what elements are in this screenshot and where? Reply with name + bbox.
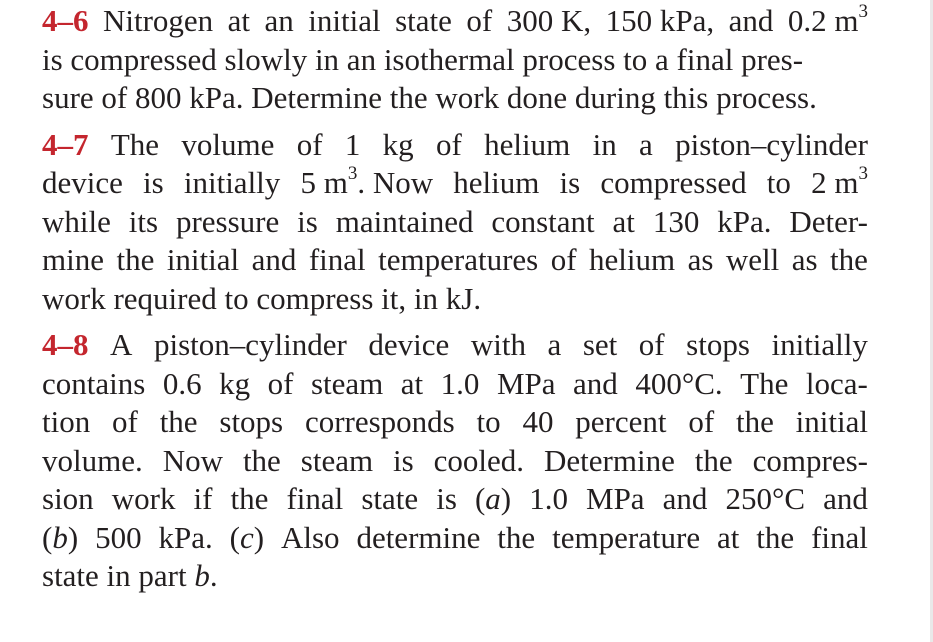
word: Deter-	[789, 203, 868, 239]
word: is	[559, 165, 581, 200]
word: Also	[280, 519, 340, 555]
word: constant	[491, 203, 595, 239]
word: is	[393, 442, 414, 478]
word: kg	[219, 365, 251, 401]
word: (c)	[229, 519, 265, 555]
word: 500	[95, 519, 142, 555]
word: initial	[308, 3, 381, 38]
superscript: 3	[858, 162, 868, 184]
word-base: 0.2 m	[787, 3, 859, 38]
text-line	[42, 326, 868, 365]
word: 1	[344, 126, 361, 162]
line-text: state in part b.	[42, 558, 218, 593]
word: the	[159, 404, 198, 439]
text-line	[42, 2, 868, 41]
word: initial	[166, 242, 240, 277]
problem-list	[42, 2, 868, 604]
word: the	[735, 404, 774, 439]
word: temperature	[552, 519, 701, 555]
word	[300, 164, 433, 203]
line-text: is compressed slowly in an isothermal process to a final pres-	[42, 41, 804, 77]
word: the	[497, 519, 536, 555]
word: The	[110, 126, 160, 162]
word: 40	[522, 404, 554, 439]
word: of	[296, 126, 323, 162]
word: with	[470, 327, 526, 362]
word: the	[756, 519, 795, 555]
word: Now	[162, 442, 223, 478]
word: 150 kPa,	[605, 3, 715, 38]
word: at	[612, 203, 635, 239]
word: and	[662, 481, 708, 516]
text-line	[42, 442, 868, 481]
word: as	[687, 242, 714, 277]
word: work	[111, 481, 176, 516]
word: percent	[575, 404, 667, 439]
line-text: work required to compress it, in kJ.	[42, 280, 482, 316]
word: temperatures	[378, 242, 539, 277]
word: the	[694, 442, 733, 478]
word: at	[717, 519, 740, 555]
word: and	[728, 3, 774, 38]
word: to	[476, 404, 501, 439]
problem-number: 4–8	[42, 327, 89, 362]
word: device	[368, 327, 450, 362]
word: state	[361, 481, 419, 516]
word: A	[110, 327, 133, 362]
word: and	[573, 365, 618, 401]
problem-number: 4–7	[42, 126, 89, 162]
line-text: sure of 800 kPa. Determine the work done during this process.	[42, 80, 817, 115]
word: steam	[310, 365, 384, 401]
word: steam	[300, 442, 374, 478]
word: final	[286, 481, 344, 516]
word: while	[42, 203, 111, 239]
word: at	[227, 3, 251, 38]
problem-number: 4–6	[42, 3, 89, 38]
word: device	[42, 165, 123, 200]
word: its	[128, 203, 159, 239]
word: the	[116, 242, 155, 277]
text-line	[42, 203, 868, 242]
word: 400°C.	[635, 365, 723, 401]
word: the	[230, 481, 269, 516]
word: (a)	[474, 481, 512, 516]
problem-4-7	[42, 126, 868, 319]
text-line	[42, 41, 868, 80]
word: stops	[219, 404, 284, 439]
word: 1.0	[529, 481, 568, 516]
word: to	[766, 165, 791, 200]
word: corresponds	[304, 404, 455, 439]
word: cooled.	[433, 442, 525, 478]
word: determine	[356, 519, 481, 555]
word: set	[582, 327, 618, 362]
superscript: 3	[347, 162, 358, 184]
word: kPa.	[158, 519, 213, 555]
word: state	[395, 3, 452, 38]
problem-4-8	[42, 326, 868, 596]
word: kg	[382, 126, 414, 162]
word: 0.6	[162, 365, 202, 401]
word: a	[639, 126, 653, 162]
word: of	[267, 365, 294, 401]
word: pressure	[175, 203, 280, 239]
word-base: 2 m	[811, 165, 859, 200]
word: 300 K,	[506, 3, 592, 38]
word: and	[251, 242, 297, 277]
word: is	[143, 165, 164, 200]
word: compressed	[600, 165, 747, 200]
text-line	[42, 403, 868, 442]
word: compres-	[752, 442, 868, 478]
text-line	[42, 519, 868, 558]
word: final	[308, 242, 366, 277]
word: volume.	[42, 442, 143, 478]
word: 250°C	[725, 481, 806, 516]
word: is	[297, 203, 318, 239]
text-line	[42, 79, 868, 118]
text-line	[42, 557, 868, 596]
word	[811, 164, 868, 203]
word: 130	[652, 203, 700, 239]
word: and	[823, 481, 868, 516]
word: of	[638, 327, 665, 362]
text-line	[42, 126, 868, 165]
word: the	[242, 442, 281, 478]
word: tion	[42, 404, 91, 439]
word: maintained	[335, 203, 474, 239]
word: helium	[588, 242, 676, 277]
word: piston–cylinder	[153, 327, 347, 362]
word: initial	[795, 404, 868, 439]
word: an	[264, 3, 294, 38]
word: piston–cylinder	[675, 126, 868, 162]
superscript: 3	[858, 0, 868, 22]
problem-4-6	[42, 2, 868, 118]
word-base: 5 m	[300, 165, 348, 200]
word: of	[112, 404, 138, 439]
word: the	[830, 242, 868, 277]
word: at	[400, 365, 424, 401]
word: Determine	[544, 442, 675, 478]
text-line	[42, 365, 868, 404]
word: of	[436, 126, 462, 162]
word: stops	[686, 327, 750, 362]
word: helium	[453, 165, 540, 200]
word: 1.0	[440, 365, 480, 401]
word: The	[740, 365, 789, 401]
word: of	[466, 3, 493, 38]
word: is	[436, 481, 457, 516]
word: Nitrogen	[102, 3, 214, 38]
word-tail: . Now	[357, 165, 434, 200]
word: volume	[181, 126, 275, 162]
word: loca-	[805, 365, 868, 401]
word: mine	[42, 242, 104, 277]
word: kPa.	[717, 203, 772, 239]
word: MPa	[496, 365, 556, 401]
word: of	[550, 242, 577, 277]
word: well	[725, 242, 780, 277]
word: sion	[42, 481, 94, 516]
word: of	[688, 404, 715, 439]
word: if	[193, 481, 213, 516]
word: final	[811, 519, 868, 555]
word: helium	[484, 126, 571, 162]
word	[788, 2, 868, 41]
word: contains	[42, 365, 146, 401]
word: initially	[771, 327, 868, 362]
text-line	[42, 480, 868, 519]
word: initially	[183, 165, 281, 200]
word: in	[592, 126, 617, 162]
word: MPa	[586, 481, 645, 516]
word: as	[791, 242, 818, 277]
word: a	[547, 327, 562, 362]
word: (b)	[42, 519, 79, 555]
text-line	[42, 164, 868, 203]
text-line	[42, 241, 868, 280]
text-line	[42, 280, 868, 319]
